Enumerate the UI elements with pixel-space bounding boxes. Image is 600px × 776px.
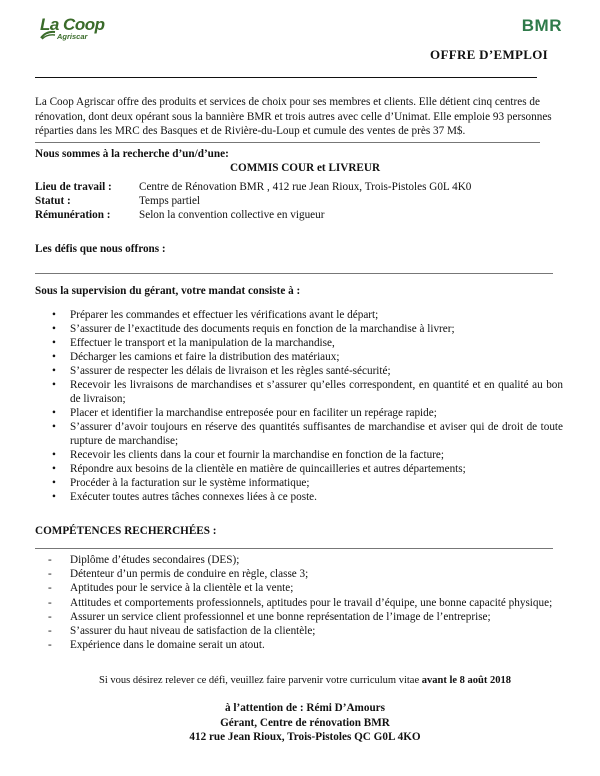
coop-logo-sub-text: Agriscar	[57, 32, 88, 41]
skill-text: Assurer un service client professionnel et une bonne représentation de l’image de l’entreprise;	[70, 610, 491, 623]
list-item	[35, 462, 563, 476]
pay-value: Selon la convention collective en vigueur	[139, 209, 325, 221]
list-item	[35, 567, 563, 581]
skill-text: Détenteur d’un permis de conduire en règle, classe 3;	[70, 568, 309, 581]
duty-text: Placer et identifier la marchandise entreposée pour en faciliter un repérage rapide;	[70, 407, 437, 419]
search-heading: Nous sommes à la recherche d’un/d’une:	[35, 148, 229, 160]
list-item	[35, 406, 563, 420]
skill-text: Diplôme d’études secondaires (DES);	[70, 554, 240, 566]
duty-text: Effectuer le transport et la manipulation de la marchandise,	[70, 337, 335, 349]
closing-text: Si vous désirez relever ce défi, veuillez faire parvenir votre curriculum vitae	[99, 675, 422, 686]
bmr-logo: BMR	[521, 16, 562, 35]
list-item	[35, 378, 563, 406]
header-divider	[35, 77, 537, 78]
list-item	[35, 448, 563, 462]
contact-block	[35, 701, 575, 745]
status-label: Statut :	[35, 195, 71, 207]
duty-text: Préparer les commandes et effectuer les vérifications avant le départ;	[70, 309, 379, 321]
list-item	[35, 322, 563, 336]
bullet-icon: •	[52, 379, 56, 391]
bullet-icon: •	[52, 351, 56, 363]
bullet-icon: •	[52, 337, 56, 349]
duties-list	[35, 308, 563, 504]
bullet-icon: •	[52, 463, 56, 475]
list-item	[35, 336, 563, 350]
challenges-divider	[35, 273, 553, 274]
list-item	[35, 350, 563, 364]
dash-icon: -	[48, 625, 52, 638]
contact-attention: à l’attention de : Rémi D’Amours	[224, 702, 386, 714]
duty-text: S’assurer d’avoir toujours en réserve des quantités suffisantes de marchandise et aviser qui de droit de toute rupture de marchandise;	[70, 421, 563, 447]
duty-text: Recevoir les clients dans la cour et fournir la marchandise en fonction de la facture;	[70, 449, 445, 461]
bullet-icon: •	[52, 449, 56, 461]
bullet-icon: •	[52, 421, 56, 433]
skills-list	[35, 553, 563, 652]
bullet-icon: •	[52, 477, 56, 489]
contact-role: Gérant, Centre de rénovation BMR	[220, 716, 390, 729]
company-intro: La Coop Agriscar offre des produits et services de choix pour ses membres et clients. Elle détient cinq centres de rénovation, dont deux opérant sous la bannière BMR et trois autres avec celle d’Unimat. Elle emploie 93 personnes réparties dans les MRC des Basques et de Rivière-du-Loup et cumule des ventes de près 37 M$.	[35, 96, 552, 137]
challenges-heading: Les défis que nous offrons :	[35, 243, 166, 255]
bullet-icon: •	[52, 407, 56, 419]
location-value: Centre de Rénovation BMR , 412 rue Jean Rioux, Trois-Pistoles G0L 4K0	[139, 181, 472, 193]
dash-icon: -	[48, 554, 52, 566]
bullet-icon: •	[52, 323, 56, 335]
list-item	[35, 308, 563, 322]
list-item	[35, 553, 563, 567]
intro-divider	[35, 142, 540, 143]
skill-text: Attitudes et comportements professionnels, aptitudes pour le travail d’équipe, une bonne capacité physique;	[70, 596, 553, 609]
pay-label: Rémunération :	[35, 209, 111, 221]
coop-logo-main-text: La Coop	[40, 15, 105, 34]
coop-swoosh-icon	[40, 30, 56, 40]
duty-text: Exécuter toutes autres tâches connexes liées à ce poste.	[70, 491, 317, 503]
bullet-icon: •	[52, 365, 56, 377]
status-value: Temps partiel	[139, 195, 201, 207]
dash-icon: -	[48, 568, 52, 581]
location-label: Lieu de travail :	[35, 181, 112, 193]
contact-address: 412 rue Jean Rioux, Trois-Pistoles QC G0L 4KO	[189, 731, 421, 743]
list-item	[35, 420, 563, 448]
mandate-heading: Sous la supervision du gérant, votre mandat consiste à :	[35, 285, 301, 297]
skill-text: S’assurer du haut niveau de satisfaction de la clientèle;	[70, 625, 316, 638]
dash-icon: -	[48, 582, 52, 595]
skills-divider	[35, 548, 553, 549]
skill-text: Aptitudes pour le service à la clientèle et la vente;	[70, 582, 294, 595]
page-title: OFFRE D’EMPLOI	[430, 47, 548, 62]
list-item	[35, 596, 563, 610]
duty-text: Répondre aux besoins de la clientèle en matière de quincailleries et autres départements;	[70, 463, 466, 475]
la-coop-agriscar-logo	[40, 16, 120, 42]
duty-text: S’assurer de l’exactitude des documents requis en fonction de la marchandise à livrer;	[70, 323, 455, 335]
skill-text: Expérience dans le domaine serait un atout.	[70, 639, 265, 652]
duty-text: Procéder à la facturation sur le système informatique;	[70, 477, 310, 489]
list-item	[35, 624, 563, 638]
bullet-icon: •	[52, 309, 56, 321]
closing-sentence	[35, 675, 575, 686]
dash-icon: -	[48, 596, 52, 609]
list-item	[35, 490, 563, 504]
list-item	[35, 364, 563, 378]
deadline-text: avant le 8 août 2018	[421, 675, 511, 686]
list-item	[35, 581, 563, 595]
skills-heading: COMPÉTENCES RECHERCHÉES :	[35, 525, 217, 537]
list-item	[35, 610, 563, 624]
dash-icon: -	[48, 610, 52, 623]
duty-text: Décharger les camions et faire la distribution des matériaux;	[70, 351, 340, 363]
list-item	[35, 638, 563, 652]
duty-text: Recevoir les livraisons de marchandises et s’assurer qu’elles correspondent, en quantité et en qualité au bon de livraison;	[70, 379, 563, 405]
dash-icon: -	[48, 639, 52, 652]
duty-text: S’assurer de respecter les délais de livraison et les règles santé-sécurité;	[70, 365, 391, 377]
job-title: COMMIS COUR et LIVREUR	[229, 162, 381, 174]
list-item	[35, 476, 563, 490]
bullet-icon: •	[52, 491, 56, 503]
